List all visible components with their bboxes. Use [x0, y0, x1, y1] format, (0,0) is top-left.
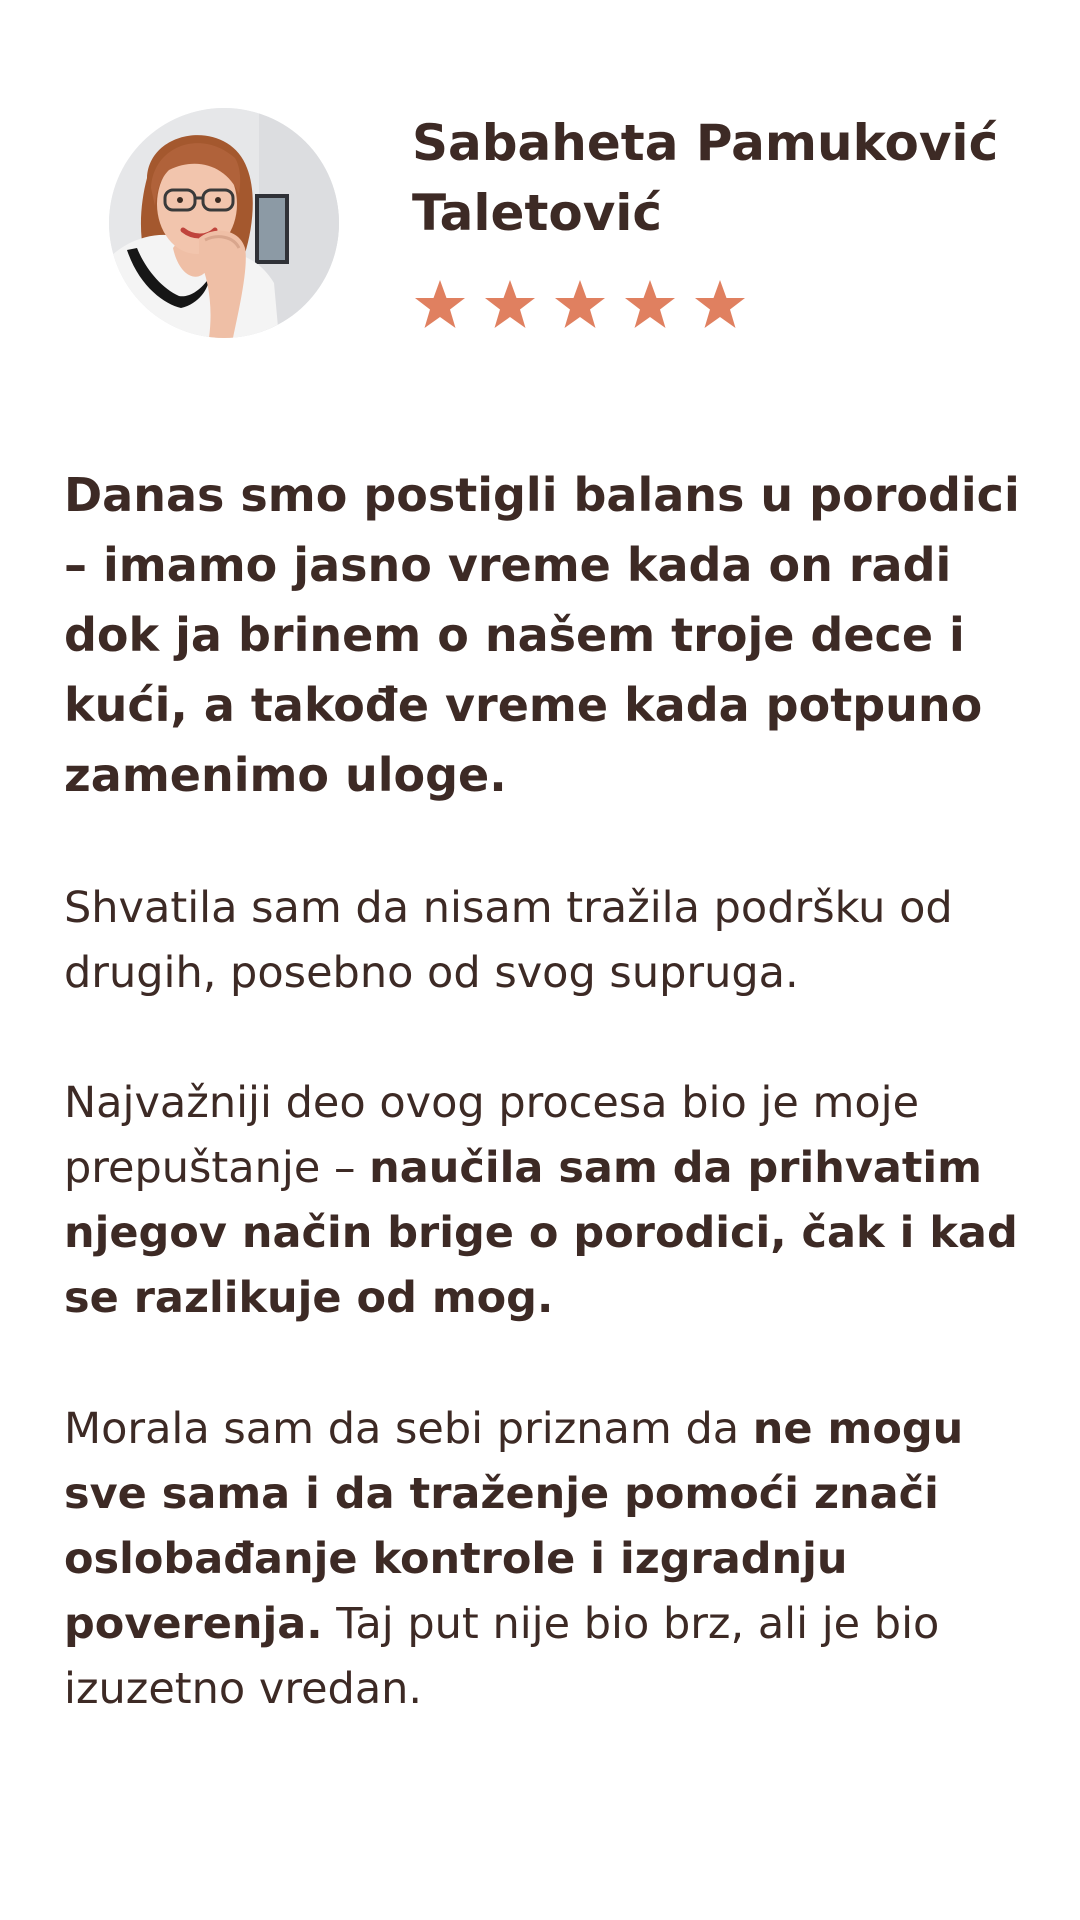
review-paragraph-3-regular-start: Morala sam da sebi priznam da	[64, 1404, 753, 1454]
rating-stars	[412, 278, 748, 334]
star-icon	[622, 278, 678, 334]
review-paragraph-2-regular: Najvažniji deo ovog procesa bio je moje prepuštanje –	[64, 1078, 920, 1193]
review-paragraph-3	[64, 1397, 1044, 1722]
star-icon	[692, 278, 748, 334]
review-headline: Danas smo postigli balans u porodici – imamo jasno vreme kada on radi dok ja brinem o našem troje dece i kući, a takođe vreme kada potpuno zamenimo uloge.	[64, 468, 1020, 802]
star-icon	[482, 278, 538, 334]
review-paragraph-3-regular-end: Taj put nije bio brz, ali je bio izuzetno vredan.	[64, 1599, 940, 1714]
star-icon	[412, 278, 468, 334]
review-paragraph-2-bold: naučila sam da prihvatim njegov način brige o porodici, čak i kad se razlikuje od mog.	[64, 1143, 1018, 1323]
star-icon	[552, 278, 608, 334]
review-paragraph-1: Shvatila sam da nisam tražila podršku od drugih, posebno od svog supruga.	[64, 883, 953, 998]
reviewer-avatar	[109, 108, 339, 338]
reviewer-name: Sabaheta Pamuković Taletović	[412, 114, 999, 242]
review-paragraph-2	[64, 1071, 1044, 1331]
review-paragraph-3-bold: ne mogu sve sama i da traženje pomoći znači oslobađanje kontrole i izgradnju poverenja.	[64, 1404, 964, 1649]
